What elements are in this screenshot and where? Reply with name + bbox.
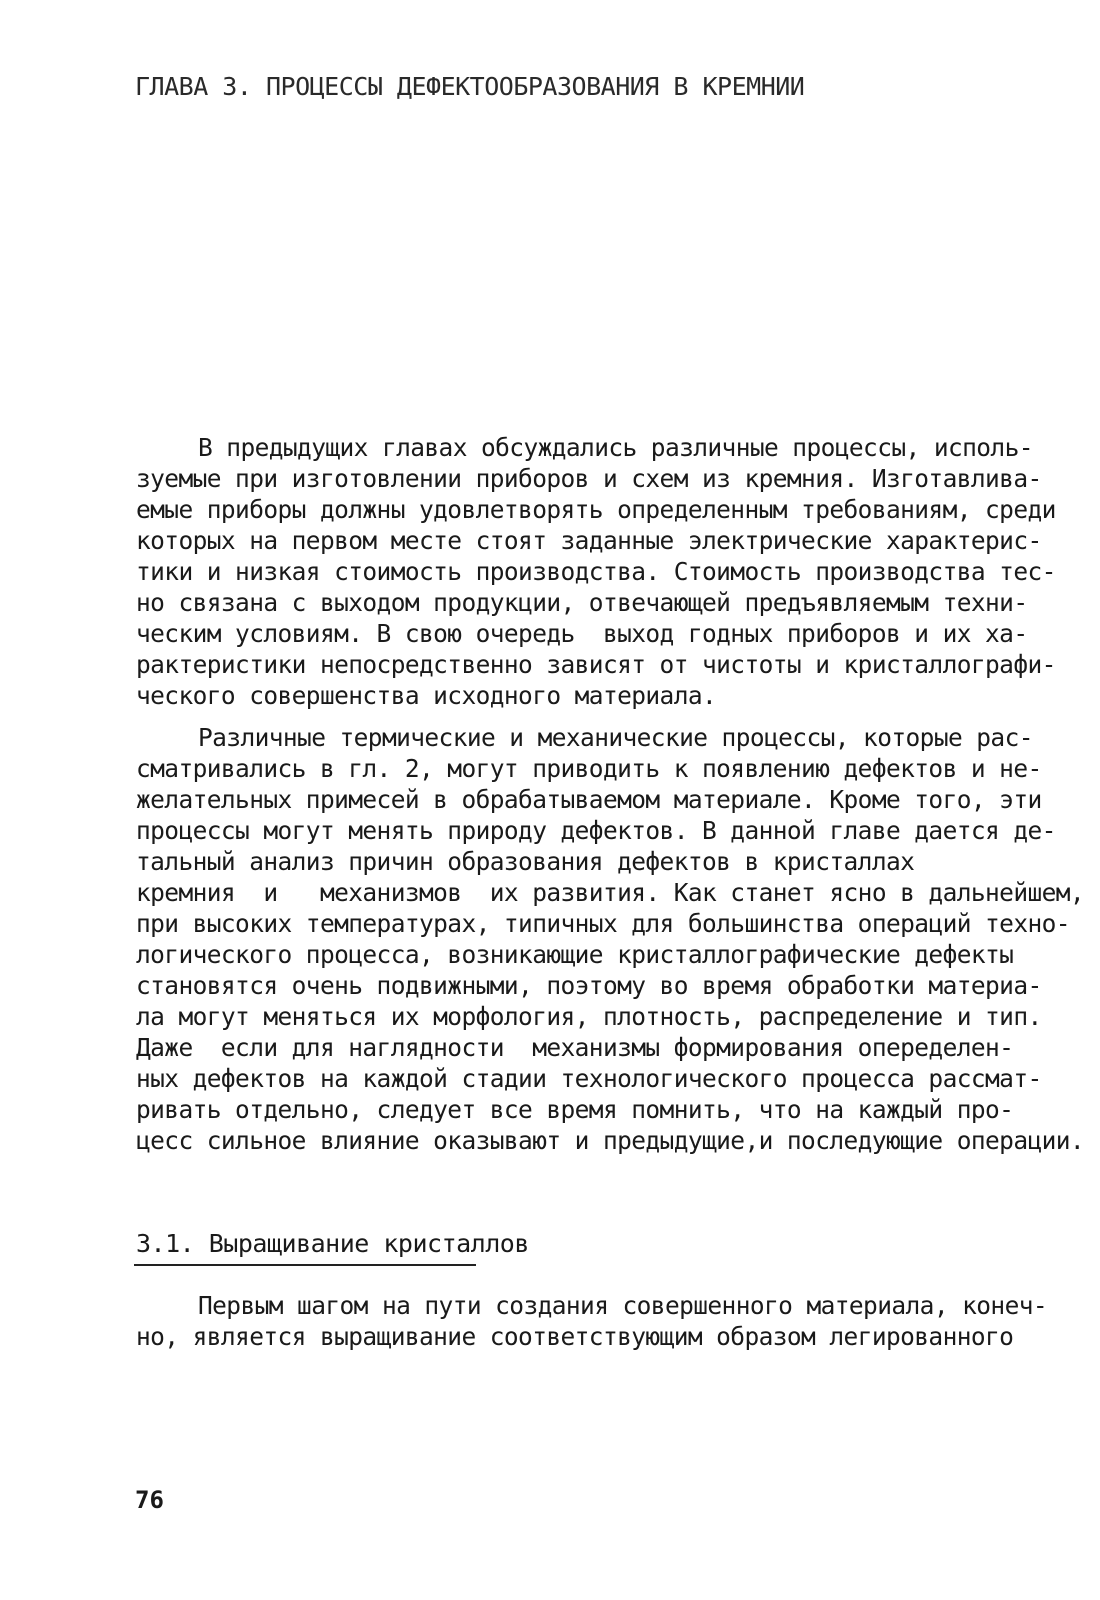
text-line: но связана с выходом продукции, отвечающей предъявляемым техни- [136, 588, 1028, 617]
text-line: Первым шагом на пути создания совершенного материала, конеч- [198, 1291, 1048, 1320]
text-line: зуемые при изготовлении приборов и схем из кремния. Изготавлива- [136, 464, 1042, 493]
text-line: ла могут меняться их морфология, плотность, распределение и тип. [136, 1002, 1042, 1031]
body-paragraph [136, 722, 1085, 1156]
text-line: желательных примесей в обрабатываемом материале. Кроме того, эти [136, 785, 1042, 814]
text-line: сматривались в гл. 2, могут приводить к появлению дефектов и не- [136, 754, 1042, 783]
text-line: ривать отдельно, следует все время помнить, что на каждый про- [136, 1095, 1014, 1124]
text-line: но, является выращивание соответствующим образом легированного [136, 1322, 1014, 1351]
text-line: становятся очень подвижными, поэтому во время обработки материа- [136, 971, 1042, 1000]
text-line: тальный анализ причин образования дефектов в кристаллах [136, 847, 915, 876]
text-line: Даже если для наглядности механизмы формирования опеределен- [136, 1033, 1014, 1062]
text-line: при высоких температурах, типичных для большинства операций техно- [136, 909, 1070, 938]
text-line: процессы могут менять природу дефектов. В данной главе дается де- [136, 816, 1056, 845]
text-line: Различные термические и механические процессы, которые рас- [198, 723, 1033, 752]
text-line: которых на первом месте стоят заданные электрические характерис- [136, 526, 1042, 555]
section-paragraph [136, 1290, 1048, 1352]
text-line: тики и низкая стоимость производства. Стоимость производства тес- [136, 557, 1056, 586]
text-line: емые приборы должны удовлетворять определенным требованиям, среди [136, 495, 1056, 524]
text-line: ческого совершенства исходного материала. [136, 681, 717, 710]
text-line: цесс сильное влияние оказывают и предыдущие,и последующие операции. [136, 1126, 1085, 1155]
text-line: логического процесса, возникающие кристаллографические дефекты [136, 940, 1014, 969]
page-number: 76 [135, 1486, 164, 1514]
text-line: В предыдущих главах обсуждались различные процессы, исполь- [198, 433, 1033, 462]
intro-paragraph [136, 432, 1056, 711]
text-line: ных дефектов на каждой стадии технологического процесса рассмат- [136, 1064, 1042, 1093]
chapter-title: ГЛАВА 3. ПРОЦЕССЫ ДЕФЕКТООБРАЗОВАНИЯ В КРЕМНИИ [135, 72, 805, 101]
section-heading: 3.1. Выращивание кристаллов [136, 1229, 529, 1258]
text-line: ческим условиям. В свою очередь выход годных приборов и их ха- [136, 619, 1028, 648]
text-line: кремния и механизмов их развития. Как станет ясно в дальнейшем, [136, 878, 1085, 907]
text-line: рактеристики непосредственно зависят от чистоты и кристаллографи- [136, 650, 1056, 679]
section-underline [134, 1264, 476, 1266]
